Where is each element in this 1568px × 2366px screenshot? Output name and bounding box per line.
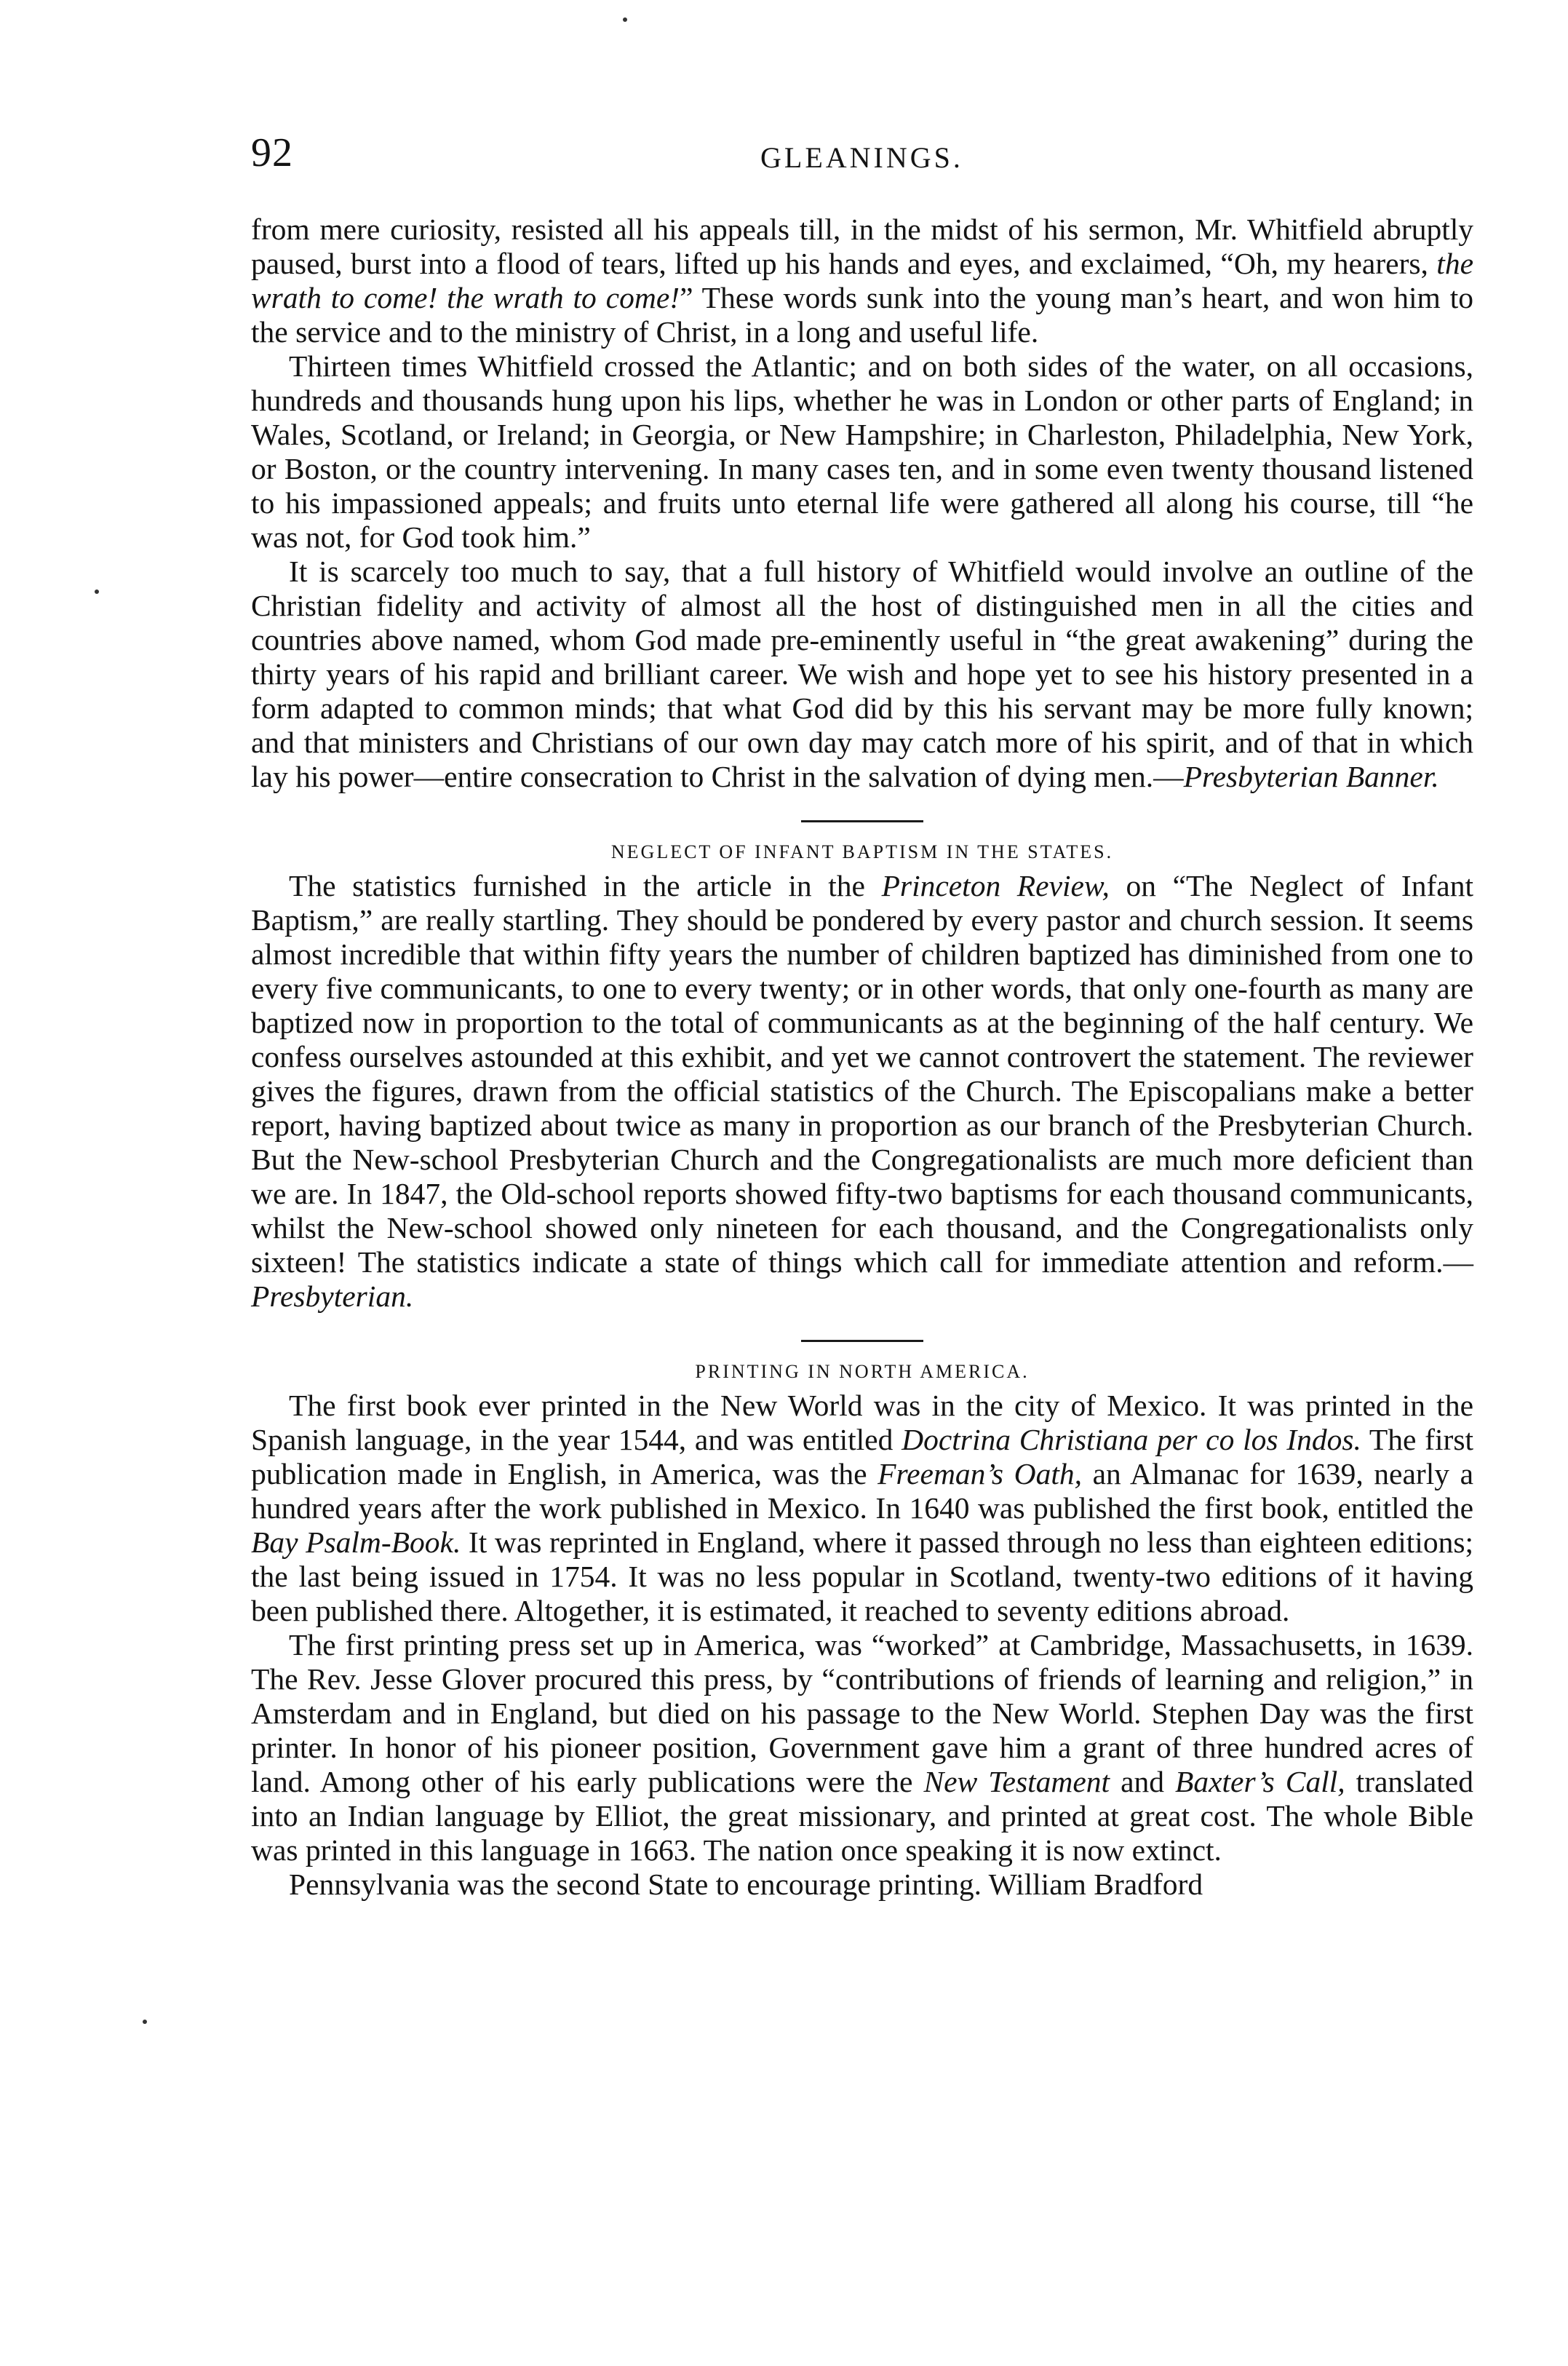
paragraph — [251, 213, 1473, 349]
italic-text: Princeton Review, — [881, 869, 1110, 902]
running-title: GLEANINGS. — [760, 141, 963, 174]
intro-article — [251, 213, 1473, 794]
text-run: ” These words sunk into the young man’s heart, and won him to the service and to the ministry of Christ, in a long and useful life. — [251, 281, 1473, 349]
section-divider — [801, 820, 923, 822]
paragraph — [251, 1867, 1473, 1902]
text-run: The first publication made in English, in America, was the — [251, 1423, 1473, 1490]
text-run: on “The Neglect of Infant Baptism,” are really startling. They should be pondered by every pastor and church session. It seems almost incredible that within fifty years the number of children baptized has diminished from one to every five communicants, to one to every twenty; or in other words, that only one-fourth as many are baptized now in proportion to the total of communicants as at the beginning of the half century. We confess ourselves astounded at this exhibit, and yet we cannot controvert the statement. The reviewer gives the figures, drawn from the official statistics of the Church. The Episcopalians make a better report, having baptized about twice as many in proportion as our branch of the Presbyterian Church. But the New-school Presbyterian Church and the Congregationalists are much more deficient than we are. In 1847, the Old-school reports showed fifty-two baptisms for each thousand communicants, whilst the New-school showed only nineteen for each thousand, and the Congregationalists only sixteen! The statistics indicate a state of things which call for immediate attention and reform.— — [251, 869, 1474, 1279]
italic-text: Presbyterian. — [251, 1279, 414, 1313]
text-run: Pennsylvania was the second State to encourage printing. William Bradford — [289, 1867, 1203, 1901]
print-speck — [623, 17, 627, 22]
print-speck — [143, 2020, 147, 2024]
text-run: It is scarcely too much to say, that a full history of Whitfield would involve an outline of the Christian fidelity and activity of almost all the host of distinguished men in all the cities and countries above named, whom God made pre-eminently useful in “the great awakening” during the thirty years of his rapid and brilliant career. We wish and hope yet to see his history presented in a form adapted to common minds; that what God did by this his servant may be more fully known; and that ministers and Christians of our own day may catch more of his spirit, and of that in which lay his power—entire consecration to Christ in the salvation of dying men.— — [251, 555, 1473, 793]
italic-text: Bay Psalm-Book. — [251, 1525, 461, 1559]
italic-text: Freeman’s Oath, — [877, 1457, 1082, 1490]
page-header — [251, 130, 1473, 188]
italic-text: Doctrina Christiana per co los Indos. — [902, 1423, 1361, 1456]
text-run: an Almanac for 1639, nearly a hundred years after the work published in Mexico. In 1640 was published the first book, entitled the — [251, 1457, 1473, 1525]
page-number: 92 — [251, 130, 293, 175]
italic-text: the wrath to come! the wrath to come! — [251, 247, 1473, 314]
text-run: The first book ever printed in the New World was in the city of Mexico. It was printed in the Spanish language, in the year 1544, and was entitled — [251, 1389, 1473, 1456]
paragraph — [251, 1389, 1473, 1628]
text-run: The first printing press set up in America, was “worked” at Cambridge, Massachusetts, in 1639. The Rev. Jesse Glover procured this press, by “contributions of friends of learning and religion,” in Amsterdam and in England, but died on his passage to the New World. Stephen Day was the first printer. In honor of his pioneer position, Government gave him a grant of three hundred acres of land. Among other of his early publications were the — [251, 1628, 1473, 1798]
text-run: Thirteen times Whitfield crossed the Atlantic; and on both sides of the water, on all occasions, hundreds and thousands hung upon his lips, whether he was in London or other parts of England; in Wales, Scotland, or Ireland; in Georgia, or New Hampshire; in Charleston, Philadelphia, New York, or Boston, or the country intervening. In many cases ten, and in some even twenty thousand listened to his impassioned appeals; and fruits unto eternal life were gathered all along his course, till “he was not, for God took him.” — [251, 349, 1473, 554]
baptism-article — [251, 841, 1473, 1314]
italic-text: Presbyterian Banner. — [1183, 760, 1439, 793]
section-heading: PRINTING IN NORTH AMERICA. — [695, 1361, 1030, 1382]
section-heading: NEGLECT OF INFANT BAPTISM IN THE STATES. — [610, 841, 1114, 862]
paragraph — [251, 869, 1473, 1314]
printing-article — [251, 1361, 1473, 1902]
italic-text: Baxter’s Call, — [1175, 1765, 1345, 1798]
page-body — [251, 213, 1473, 1902]
text-run: translated into an Indian language by Elliot, the great missionary, and printed at great cost. The whole Bible was printed in this language in 1663. The nation once speaking it is now extinct. — [251, 1765, 1473, 1867]
italic-text: New Testament — [923, 1765, 1110, 1798]
text-run: and — [1110, 1765, 1175, 1798]
print-speck — [95, 589, 99, 594]
text-run: It was reprinted in England, where it passed through no less than eighteen editions; the last being issued in 1754. It was no less popular in Scotland, twenty-two editions of it having been published there. Altogether, it is estimated, it reached to seventy editions abroad. — [251, 1525, 1474, 1627]
paragraph — [251, 1628, 1473, 1867]
text-run: The statistics furnished in the article in the — [289, 869, 882, 902]
paragraph — [251, 555, 1473, 794]
text-run: from mere curiosity, resisted all his appeals till, in the midst of his sermon, Mr. Whitfield abruptly paused, burst into a flood of tears, lifted up his hands and eyes, and exclaimed, “Oh, my hearers, — [251, 213, 1473, 280]
paragraph — [251, 349, 1473, 555]
section-divider — [801, 1340, 923, 1342]
